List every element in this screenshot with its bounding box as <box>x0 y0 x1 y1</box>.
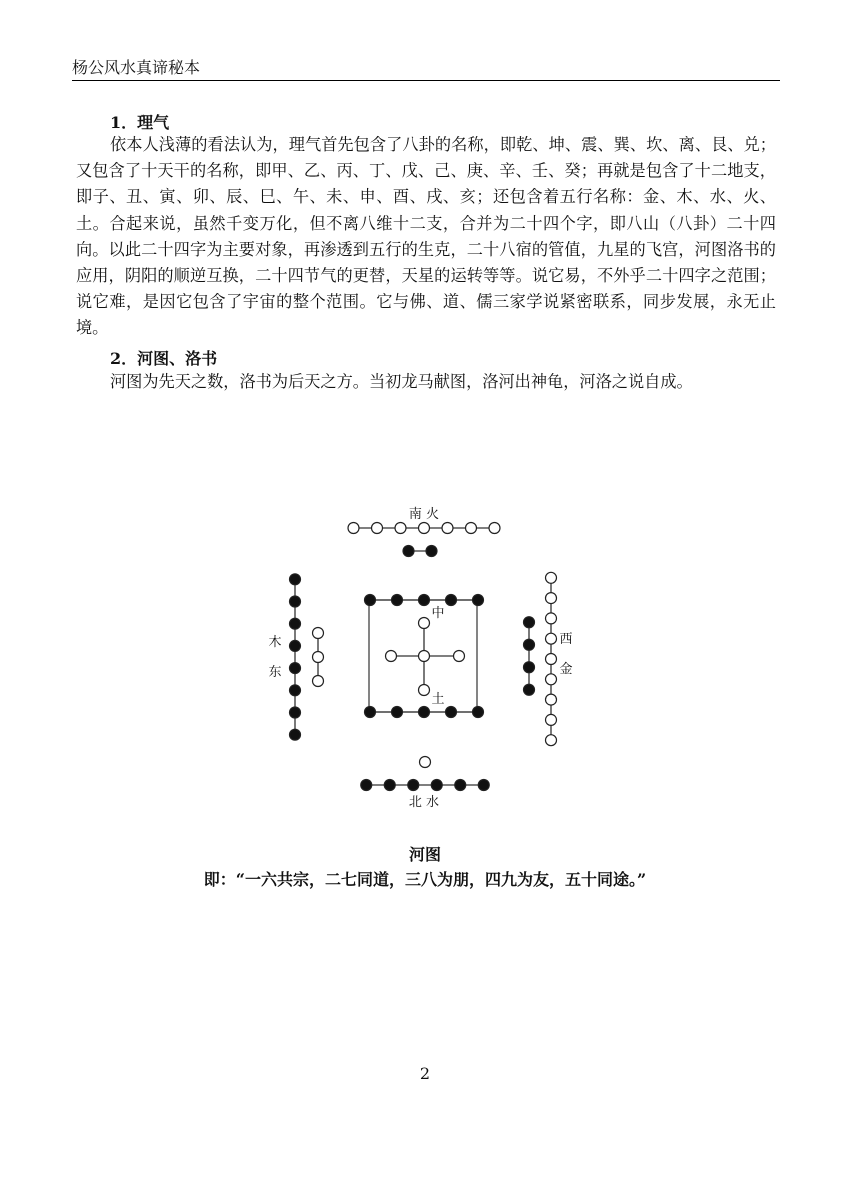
east-inner-dot <box>313 676 324 687</box>
diagram-caption-quote: 即：“一六共宗，二七同道，三八为朋，四九为友，五十同途。” <box>203 870 647 889</box>
south-inner-dot <box>426 546 437 557</box>
center-cross-dot <box>419 651 430 662</box>
center-bottom-row-dot <box>392 707 403 718</box>
center-top-row-dot <box>473 595 484 606</box>
center-bottom-row-dot <box>473 707 484 718</box>
label-east-top: 木 <box>268 635 282 650</box>
south-inner-dot <box>403 546 414 557</box>
center-top-row-dot <box>446 595 457 606</box>
west-inner-dot <box>524 617 535 628</box>
north-outer-dot <box>384 780 395 791</box>
west-inner-dot <box>524 684 535 695</box>
east-outer-dot <box>290 685 301 696</box>
north-outer-dot <box>431 780 442 791</box>
center-cross-dot <box>419 685 430 696</box>
page-number: 2 <box>419 1064 431 1083</box>
east-outer-dot <box>290 729 301 740</box>
east-outer-dot <box>290 640 301 651</box>
label-north: 北 水 <box>408 795 440 810</box>
east-inner-dot <box>313 652 324 663</box>
section-heading-hetu-luoshu: 2．河图、洛书 <box>110 349 218 368</box>
section-heading-liqi: 1．理气 <box>110 113 170 132</box>
east-inner-dot <box>313 628 324 639</box>
center-top-row-dot <box>365 595 376 606</box>
center-cross-dot <box>419 618 430 629</box>
label-west-bottom: 金 <box>559 662 573 677</box>
paragraph-hetu-luoshu: 河图为先天之数，洛书为后天之方。当初龙马献图，洛河出神龟，河洛之说自成。 <box>110 372 693 391</box>
north-outer-dot <box>478 780 489 791</box>
west-outer-dot <box>546 593 557 604</box>
center-bottom-row-dot <box>419 707 430 718</box>
south-outer-dot <box>348 523 359 534</box>
east-outer-dot <box>290 707 301 718</box>
east-outer-dot <box>290 618 301 629</box>
south-outer-dot <box>372 523 383 534</box>
east-outer-dot <box>290 596 301 607</box>
west-outer-dot <box>546 654 557 665</box>
diagram-caption-title: 河图 <box>408 845 441 864</box>
center-bottom-row-dot <box>446 707 457 718</box>
center-top-row-dot <box>419 595 430 606</box>
east-outer-dot <box>290 574 301 585</box>
label-center-bottom: 土 <box>431 692 445 707</box>
west-outer-dot <box>546 572 557 583</box>
south-outer-dot <box>489 523 500 534</box>
west-outer-dot <box>546 674 557 685</box>
east-outer-dot <box>290 663 301 674</box>
south-outer-dot <box>466 523 477 534</box>
label-center-top: 中 <box>431 606 445 621</box>
west-outer-dot <box>546 613 557 624</box>
west-inner-dot <box>524 639 535 650</box>
north-outer-dot <box>408 780 419 791</box>
west-outer-dot <box>546 694 557 705</box>
north-outer-dot <box>455 780 466 791</box>
west-outer-dot <box>546 633 557 644</box>
center-bottom-row-dot <box>365 707 376 718</box>
west-outer-dot <box>546 714 557 725</box>
west-inner-dot <box>524 662 535 673</box>
label-east-bottom: 东 <box>268 665 282 680</box>
label-west-top: 西 <box>559 632 573 647</box>
center-cross-dot <box>386 651 397 662</box>
south-outer-dot <box>395 523 406 534</box>
north-outer-dot <box>361 780 372 791</box>
label-south: 南 火 <box>408 507 440 522</box>
page-header: 杨公风水真谛秘本 <box>72 58 780 81</box>
center-cross-dot <box>454 651 465 662</box>
paragraph-liqi: 依本人浅薄的看法认为，理气首先包含了八卦的名称，即乾、坤、震、巽、坎、离、艮、兑；又包含了十天干的名称，即甲、乙、丙、丁、戊、己、庚、辛、壬、癸；再就是包含了十二地支，即子、丑、寅、卯、辰、巳、午、未、申、酉、戌、亥；还包含着五行名称：金、木、水、火、土。合起来说，虽然千变万化，但不离八维十二支，合并为二十四个字，即八山（八卦）二十四向。以此二十四字为主要对象，再渗透到五行的生克，二十八宿的管值，九星的飞宫，河图洛书的应用，阴阳的顺逆互换，二十四节气的更替，天星的运转等等。说它易，不外乎二十四字之范围；说它难，是因它包含了宇宙的整个范围。它与佛、道、儒三家学说紧密联系，同步发展，永无止境。 <box>76 135 776 338</box>
south-outer-dot <box>442 523 453 534</box>
west-outer-dot <box>546 735 557 746</box>
center-top-row-dot <box>392 595 403 606</box>
north-inner-dot <box>420 757 431 768</box>
south-outer-dot <box>419 523 430 534</box>
